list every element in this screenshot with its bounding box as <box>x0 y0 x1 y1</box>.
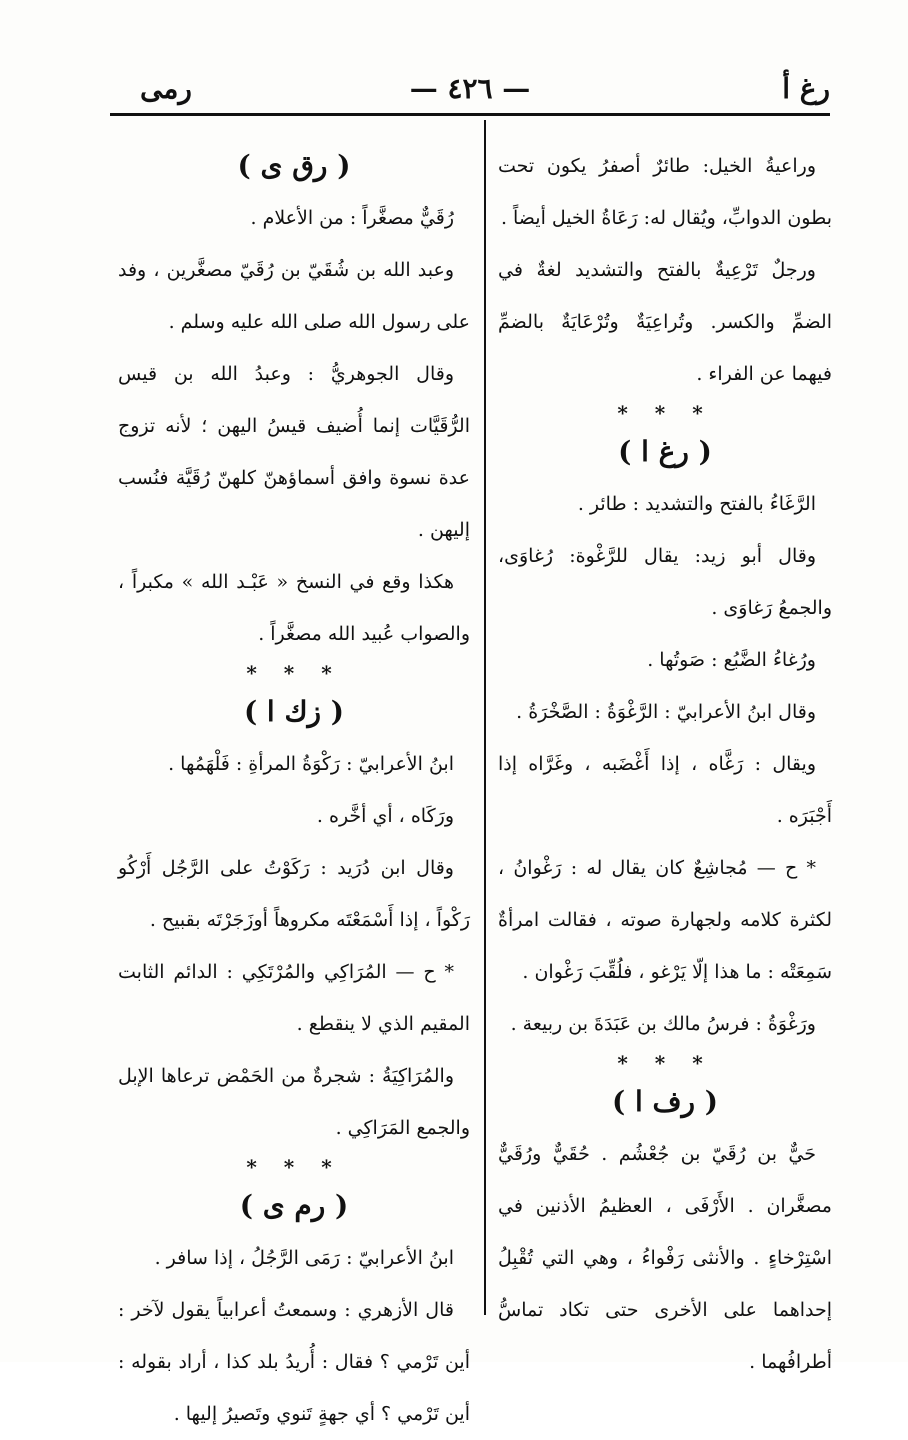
header-rule <box>110 113 830 116</box>
paragraph: ورُغاءُ الضَّبُع : صَوتُها . <box>647 649 816 671</box>
paragraph: ابنُ الأعرابيّ : رَكْوَةُ المرأةِ : فَلْهَمُها . <box>168 753 454 775</box>
paragraph: * ح — المُرَاكِي والمُرْتَكِي : الدائم الثابت المقيم الذي لا ينقطع . <box>118 961 470 1035</box>
paragraph: وعبد الله بن شُقَيّ بن رُقَيّ مصغَّرين ، وفد على رسول الله صلى الله عليه وسلم . <box>118 259 470 333</box>
right-column <box>498 140 832 1388</box>
section-heading: ( رف ا ) <box>611 1085 719 1118</box>
paragraph: رُقَيٌّ مصغَّراً : من الأعلام . <box>250 207 454 229</box>
section-heading: ( رق ى ) <box>237 149 351 182</box>
section-separator: * * * <box>246 661 342 685</box>
paragraph: والمُرَاكِيَةُ : شجرةٌ من الحَمْض ترعاها الإبل والجمع المَرَاكِي . <box>118 1065 470 1139</box>
section-separator: * * * <box>246 1155 342 1179</box>
page-header <box>110 72 830 112</box>
paragraph: ويقال : رَغَّاه ، إذا أَغْضَبه ، وغَرَّاه إذا أَجْبَرَه . <box>498 753 832 827</box>
paragraph: ورجلٌ تَرْعِيةٌ بالفتح والتشديد لغةٌ في الضمِّ والكسر. وتُراعِيَةٌ وتُرْعَايَةٌ بالضمِّ فيهما عن الفراء . <box>498 259 832 385</box>
paragraph: وراعيةُ الخيل: طائرٌ أصفرُ يكون تحت بطون الدوابِّ، ويُقال له: رَعَاةُ الخيل أيضاً . <box>498 155 832 229</box>
header-root-right: رغ أ <box>782 72 830 105</box>
paragraph: * ح — مُجاشِعٌ كان يقال له : رَغْوانُ ، لكثرة كلامه ولجهارة صوته ، فقالت امرأةٌ سَمِعَتْه : ما هذا إلّا يَرْغو ، فلُقِّبَ رَغْوان . <box>498 857 832 983</box>
section-heading: ( زك ا ) <box>243 695 345 728</box>
paragraph: ورَكَاه ، أي أخَّره . <box>316 805 454 827</box>
paragraph: ورَغْوَةُ : فرسُ مالك بن عَبَدَةَ بن ربيعة . <box>510 1013 816 1035</box>
paragraph: وقال الجوهريُّ : وعبدُ الله بن قيس الرُّقَيَّات إنما أُضيف قيسُ اليهن ؛ لأنه تزوج عدة نسوة وافق أسماؤهنّ كلهنّ رُقَيَّة فنُسب إليهن . <box>118 363 470 541</box>
section-separator: * * * <box>617 1051 713 1075</box>
column-divider <box>484 120 486 1315</box>
paragraph: وقال أبو زيد: يقال للرَّغْوة: رُغاوَى، والجمعُ رَغاوَى . <box>498 545 832 619</box>
header-root-left: رمى <box>140 72 192 105</box>
paragraph: هكذا وقع في النسخ « عَبْـد الله » مكبراً ، والصواب عُبيد الله مصغَّراً . <box>118 571 470 645</box>
paragraph: ابنُ الأعرابيّ : رَمَى الرَّجُلُ ، إذا سافر . <box>154 1247 454 1269</box>
section-separator: * * * <box>617 401 713 425</box>
paragraph: وقال ابنُ الأعرابيّ : الرَّغْوَةُ : الصَّخْرَةُ . <box>516 701 816 723</box>
paragraph: قال الأزهري : وسمعتُ أعرابياً يقول لآخر : أين تَرْمي ؟ فقال : أُريدُ بلد كذا ، أراد بقوله : أين تَرْمي ؟ أي جهةٍ تَنوي وتَصيرُ إليها . <box>118 1299 470 1425</box>
page-number: — ٤٢٦ — <box>409 72 531 105</box>
paragraph: الرَّغَاءُ بالفتح والتشديد : طائر . <box>577 493 816 515</box>
paragraph: حَيٌّ بن رُقَيّ بن جُعْشُم . حُقَيٌّ ورُقَيٌّ مصغَّران . الأَرْفَى ، العظيمُ الأذنين في اسْتِرْخاءٍ . والأنثى رَفْواءُ ، وهي التي تُقْبِلُ إحداهما على الأخرى حتى تكاد تماسُّ أطرافُهما . <box>498 1143 832 1373</box>
section-heading: ( رم ى ) <box>239 1189 349 1222</box>
section-heading: ( رغ ا ) <box>618 435 712 468</box>
paragraph: وقال ابن دُرَيد : رَكَوْتُ على الرَّجُل أَرْكُو رَكْواً ، إذا أَسْمَعْتَه مكروهاً أوزَجَرْتَه بقبيح . <box>118 857 470 931</box>
left-column <box>118 140 470 1440</box>
